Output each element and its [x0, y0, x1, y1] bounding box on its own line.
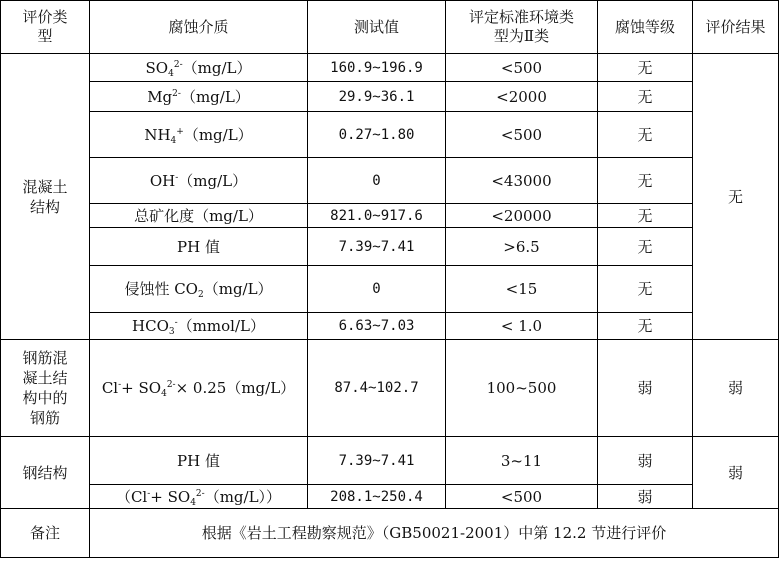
standard-value: <20000 — [446, 204, 598, 228]
result-concrete: 无 — [693, 54, 779, 340]
header-test: 测试值 — [308, 1, 446, 54]
standard-value: <15 — [446, 266, 598, 313]
test-value: 29.9~36.1 — [308, 82, 446, 112]
standard-value: 100~500 — [446, 340, 598, 437]
test-value: 0 — [308, 158, 446, 204]
standard-value: >6.5 — [446, 228, 598, 266]
grade-value: 无 — [598, 82, 693, 112]
medium-cell: $Cl^-+ SO_4^{2-}\times 0.25(mg/L)$ — [90, 340, 308, 437]
standard-value: < 1.0 — [446, 313, 598, 340]
grade-value: 无 — [598, 204, 693, 228]
test-value: 87.4~102.7 — [308, 340, 446, 437]
medium-cell: $Mg^{2-}(mg/L)$ — [90, 82, 308, 112]
note-row — [1, 509, 779, 558]
standard-value: <43000 — [446, 158, 598, 204]
test-value: 0 — [308, 266, 446, 313]
standard-value: 3~11 — [446, 437, 598, 485]
test-value: 7.39~7.41 — [308, 437, 446, 485]
table-row — [1, 340, 779, 437]
table-row — [1, 485, 779, 509]
medium-cell: 侵蚀性 $CO_2(mg/L)$ — [90, 266, 308, 313]
header-medium: 腐蚀介质 — [90, 1, 308, 54]
header-type: 评价类型 — [1, 1, 90, 54]
medium-cell: $SO_4^{2-}(mg/L)$ — [90, 54, 308, 82]
test-value: 7.39~7.41 — [308, 228, 446, 266]
test-value: 160.9~196.9 — [308, 54, 446, 82]
table-row — [1, 204, 779, 228]
group-label-rebar: 钢筋混凝土结构中的钢筋 — [1, 340, 90, 437]
note-text: 根据《岩土工程勘察规范》（GB50021-2001）中第 12.2 节进行评价 — [90, 509, 779, 558]
group-label-concrete: 混凝土结构 — [1, 54, 90, 340]
medium-cell: PH 值 — [90, 437, 308, 485]
medium-cell: PH 值 — [90, 228, 308, 266]
standard-value: <2000 — [446, 82, 598, 112]
test-value: 208.1~250.4 — [308, 485, 446, 509]
medium-cell: $HCO_3^-(mmol/L)$ — [90, 313, 308, 340]
standard-value: <500 — [446, 112, 598, 158]
grade-value: 无 — [598, 158, 693, 204]
grade-value: 无 — [598, 112, 693, 158]
grade-value: 无 — [598, 266, 693, 313]
group-label-steel: 钢结构 — [1, 437, 90, 509]
table-row — [1, 158, 779, 204]
header-standard: 评定标准环境类型为Ⅱ类 — [446, 1, 598, 54]
medium-cell: OH-（mg/L） — [90, 158, 308, 204]
table-row — [1, 313, 779, 340]
standard-value: <500 — [446, 485, 598, 509]
grade-value: 无 — [598, 313, 693, 340]
table-row — [1, 82, 779, 112]
grade-value: 无 — [598, 54, 693, 82]
medium-cell: $(Cl^-+ SO_4^{2-}(mg/L))$ — [90, 485, 308, 509]
header-result: 评价结果 — [693, 1, 779, 54]
grade-value: 弱 — [598, 340, 693, 437]
table-row — [1, 437, 779, 485]
test-value: 0.27~1.80 — [308, 112, 446, 158]
test-value: 6.63~7.03 — [308, 313, 446, 340]
table-row — [1, 112, 779, 158]
grade-value: 弱 — [598, 437, 693, 485]
table-row — [1, 266, 779, 313]
medium-cell: $NH_4^+(mg/L)$ — [90, 112, 308, 158]
test-value: 821.0~917.6 — [308, 204, 446, 228]
standard-value: <500 — [446, 54, 598, 82]
table-row — [1, 54, 779, 82]
header-grade: 腐蚀等级 — [598, 1, 693, 54]
medium-cell: 总矿化度（mg/L） — [90, 204, 308, 228]
header-row — [1, 1, 779, 54]
result-rebar: 弱 — [693, 340, 779, 437]
grade-value: 弱 — [598, 485, 693, 509]
table-row — [1, 228, 779, 266]
grade-value: 无 — [598, 228, 693, 266]
result-steel: 弱 — [693, 437, 779, 509]
note-label: 备注 — [1, 509, 90, 558]
